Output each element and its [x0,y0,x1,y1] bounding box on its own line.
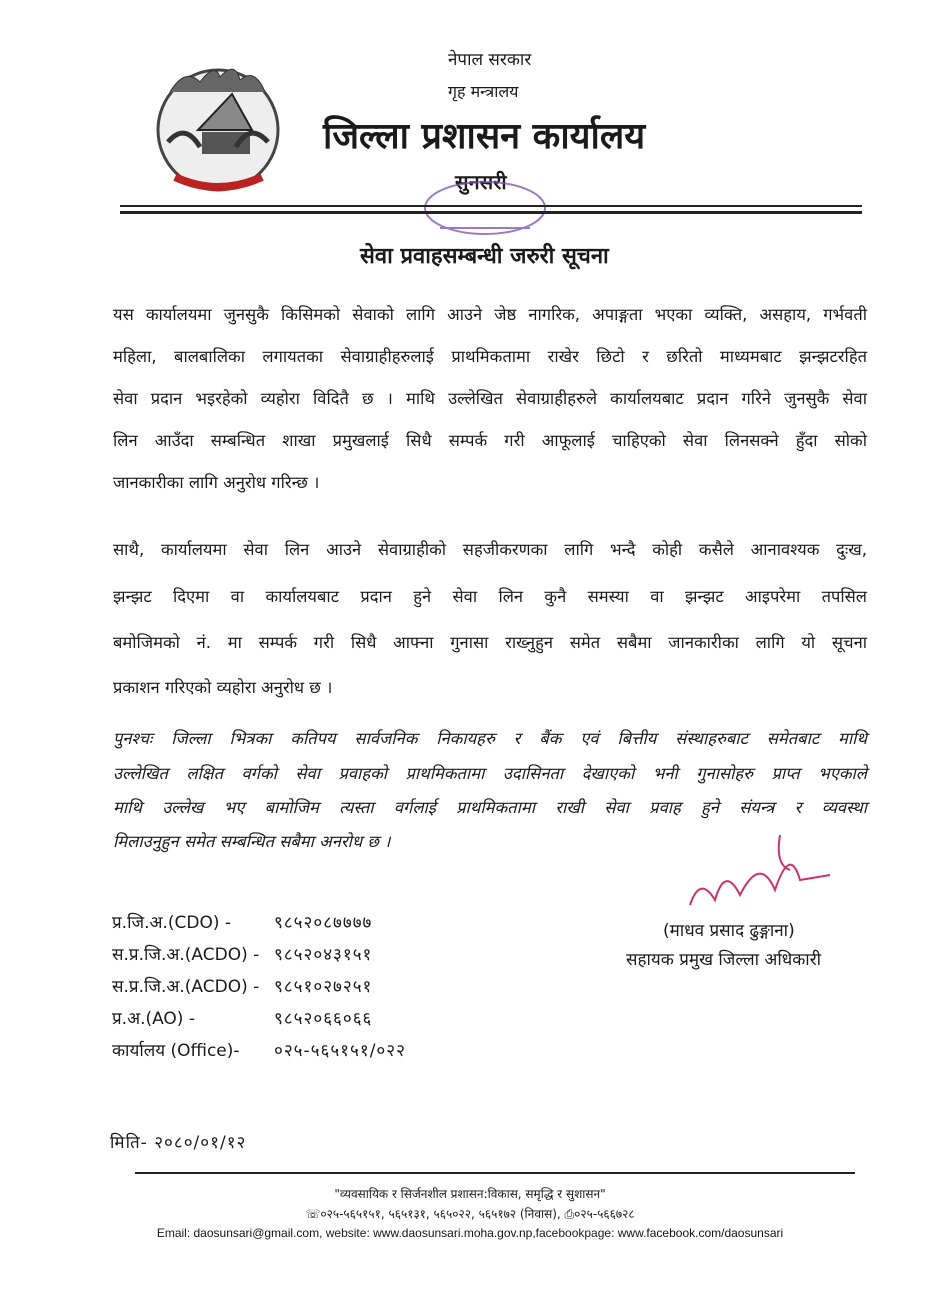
contact-row-ao [112,1006,373,1029]
footer-motto: "व्यवसायिक र सिर्जनशील प्रशासन:विकास, समृद्धि र सुशासन" [334,1187,606,1201]
paragraph-2-line: साथै, कार्यालयमा सेवा लिन आउने सेवाग्राहीको सहजीकरणका लागि भन्दै कोही कसैले आनावश्यक दुःख, [113,540,867,559]
office-name: जिल्ला प्रशासन कार्यालय [323,116,646,157]
handwritten-signature [680,835,840,925]
paragraph-2-line: प्रकाशन गरिएको व्यहोरा अनुरोध छ । [113,678,333,697]
footer-links [0,1226,940,1240]
nepal-government-emblem [140,52,295,194]
header-rule [120,205,862,207]
district-name: सुनसरी [455,170,507,194]
postscript-line: माथि उल्लेख भए बामोजिम त्यस्ता वर्गलाई प्राथमिकतामा राखी सेवा प्रवाह हुने संयन्त्र र व्यवस्था [113,798,867,817]
signatory-designation: सहायक प्रमुख जिल्ला अधिकारी [626,950,822,970]
notice-title: सेवा प्रवाहसम्बन्धी जरुरी सूचना [360,244,609,269]
facebook-label: facebookpage: [535,1226,615,1240]
contact-number: ९८५२०४३१५१ [274,945,373,965]
email-link[interactable]: daosunsari@gmail.com, [193,1226,323,1240]
postscript-line: मिलाउनुहुन समेत सम्बन्धित सबैमा अनरोध छ । [113,832,391,851]
contact-number: ०२५-५६५१५१/०२२ [274,1041,406,1061]
paragraph-1-line: लिन आउँदा सम्बन्धित शाखा प्रमुखलाई सिधै सम्पर्क गरी आफूलाई चाहिएको सेवा लिनसक्ने हुँदा सोको [113,431,867,450]
contact-label: प्र.जि.अ.(CDO) - [112,913,232,933]
contact-label: प्र.अ.(AO) - [112,1009,195,1029]
postscript-line: उल्लेखित लक्षित वर्गको सेवा प्रवाहको प्राथमिकतामा उदासिनता देखाएको भनी गुनासोहरु प्राप्त भएकाले [113,764,867,783]
contact-row-cdo [112,910,373,933]
website-label: website: [325,1226,370,1240]
contact-number: ९८५२०६६०६६ [274,1009,373,1029]
signatory-name: (माधव प्रसाद ढुङ्गाना) [663,921,795,941]
website-link[interactable]: www.daosunsari.moha.gov.np, [373,1226,536,1240]
contact-label: कार्यालय (Office)- [112,1041,240,1061]
postscript-line: पुनश्चः जिल्ला भित्रका कतिपय सार्वजनिक निकायहरु र बैंक एवं बित्तीय संस्थाहरुबाट समेतबाट माथि [113,729,867,748]
ministry-label: गृह मन्त्रालय [448,82,519,101]
government-label: नेपाल सरकार [448,50,532,70]
header-rule-thick [120,211,862,214]
email-label: Email: [156,1226,191,1240]
contact-label: स.प्र.जि.अ.(ACDO) - [112,977,260,997]
paragraph-1-line: यस कार्यालयमा जुनसुकै किसिमको सेवाको लागि आउने जेष्ठ नागरिक, अपाङ्गता भएका व्यक्ति, असहाय, गर्भवती [113,305,867,324]
paragraph-2-line: झन्झट दिएमा वा कार्यालयबाट प्रदान हुने सेवा लिन कुनै समस्या वा झन्झट आइपरेमा तपसिल [113,587,867,606]
contact-number: ९८५१०२७२५१ [274,977,373,997]
notice-date: मिति- २०८०/०१/१२ [110,1133,247,1153]
contact-row-acdo [112,974,373,997]
contact-number: ९८५२०८७७७७ [274,913,373,933]
footer-rule [135,1172,855,1174]
paragraph-1-line: जानकारीका लागि अनुरोध गरिन्छ । [113,473,320,492]
contact-row-office [112,1038,406,1061]
paragraph-2-line: बमोजिमको नं. मा सम्पर्क गरी सिधै आफ्ना गुनासा राख्नुहुन समेत सबैमा जानकारीका लागि यो सूचना [113,633,867,652]
facebook-link[interactable]: www.facebook.com/daosunsari [617,1226,784,1240]
footer-phones: ☏०२५-५६५१५१, ५६५१३१, ५६५०२२, ५६५१७२ (निवास), ⎙०२५-५६६७२८ [305,1207,635,1221]
contact-label: स.प्र.जि.अ.(ACDO) - [112,945,260,965]
paragraph-1-line: सेवा प्रदान भइरहेको व्यहोरा विदितै छ । माथि उल्लेखित सेवाग्राहीहरुले कार्यालयबाट प्रदान गरिने जुनसुकै सेवा [113,389,867,408]
paragraph-1-line: महिला, बालबालिका लगायतका सेवाग्राहीहरुलाई प्राथमिकतामा राखेर छिटो र छरितो माध्यमबाट झन्झटरहित [113,347,867,366]
contact-row-acdo [112,942,373,965]
